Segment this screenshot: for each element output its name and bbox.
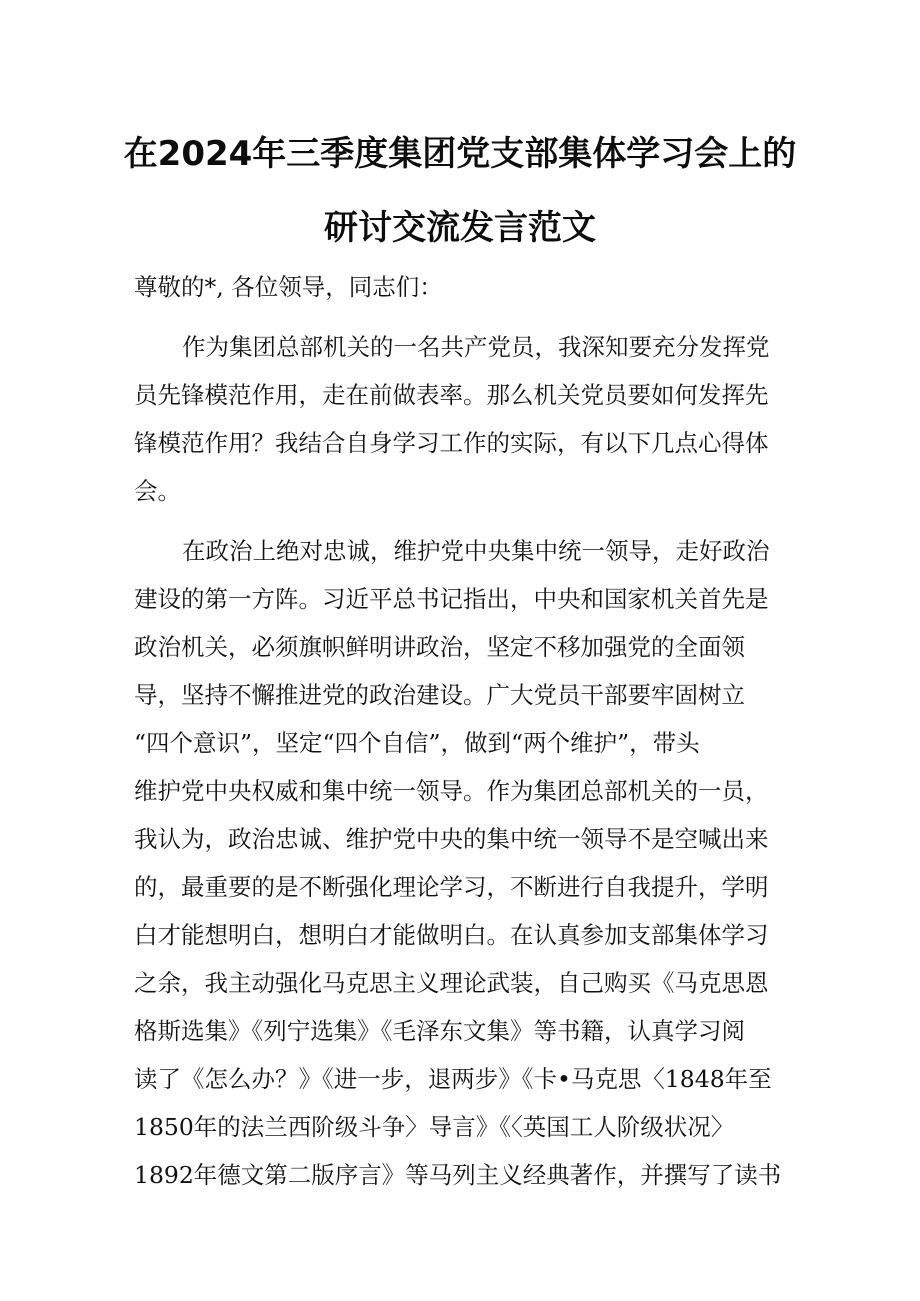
paragraph-line: 作为集团总部机关的一名共产党员，我深知要充分发挥党 bbox=[182, 333, 770, 361]
paragraph-line: 锋模范作用？我结合自身学习工作的实际，有以下几点心得体 bbox=[134, 429, 769, 457]
paragraph-line: 员先锋模范作用，走在前做表率。那么机关党员要如何发挥先 bbox=[134, 381, 769, 409]
paragraph-line: 建设的第一方阵。习近平总书记指出，中央和国家机关首先是 bbox=[134, 585, 769, 613]
paragraph-line: 我认为，政治忠诚、维护党中央的集中统一领导不是空喊出来 bbox=[134, 825, 769, 853]
paragraph-line: 的，最重要的是不断强化理论学习，不断进行自我提升，学明 bbox=[134, 873, 769, 901]
salutation: 尊敬的*, 各位领导，同志们： bbox=[134, 273, 443, 301]
paragraph-line: 维护党中央权威和集中统一领导。作为集团总部机关的一员， bbox=[134, 777, 769, 805]
document-title-line-2: 研讨交流发言范文 bbox=[324, 208, 596, 248]
document-title-line-1: 在2024年三季度集团党支部集体学习会上的 bbox=[123, 134, 797, 174]
paragraph-line: 之余，我主动强化马克思主义理论武装，自己购买《马克思恩 bbox=[134, 969, 769, 997]
paragraph-line: 政治机关，必须旗帜鲜明讲政治，坚定不移加强党的全面领 bbox=[134, 633, 745, 661]
paragraph-line: 1892年德文第二版序言》等马列主义经典著作，并撰写了读书 bbox=[134, 1161, 782, 1189]
paragraph-line: 导，坚持不懈推进党的政治建设。广大党员干部要牢固树立 bbox=[134, 681, 745, 709]
paragraph-line: 在政治上绝对忠诚，维护党中央集中统一领导，走好政治 bbox=[182, 537, 770, 565]
paragraph-line: 格斯选集》《列宁选集》《毛泽东文集》等书籍，认真学习阅 bbox=[134, 1017, 745, 1045]
paragraph-line: “四个意识”，坚定“四个自信”，做到“两个维护”，带头 bbox=[134, 729, 700, 757]
paragraph-line: 会。 bbox=[134, 477, 181, 505]
paragraph-line: 读了《怎么办？》《进一步，退两步》《卡•马克思〈1848年至 bbox=[134, 1065, 772, 1093]
paragraph-line: 白才能想明白，想明白才能做明白。在认真参加支部集体学习 bbox=[134, 921, 769, 949]
paragraph-line: 1850年的法兰西阶级斗争〉导言》《〈英国工人阶级状况〉 bbox=[134, 1113, 735, 1141]
